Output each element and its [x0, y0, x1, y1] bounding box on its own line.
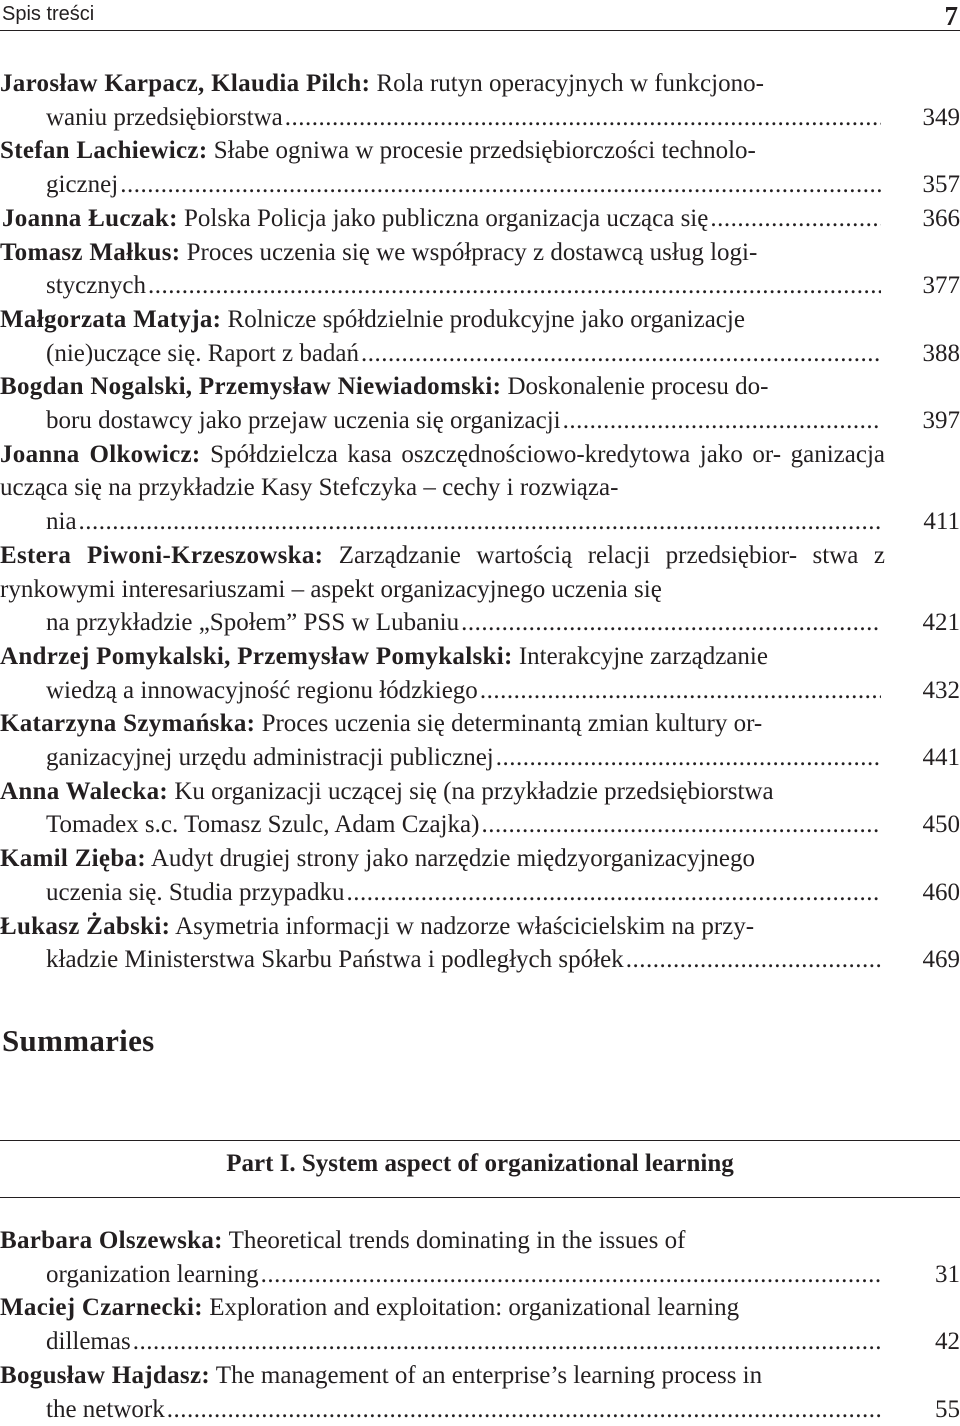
entry-title-end: the network	[46, 1395, 165, 1423]
entry-title-end: boru dostawcy jako przejaw uczenia się organizacji	[46, 407, 561, 435]
toc-entry-text	[0, 370, 885, 404]
entry-author: Barbara Olszewska:	[0, 1227, 223, 1254]
entry-page-number: 460	[922, 878, 960, 906]
entry-author: Małgorzata Matyja:	[0, 305, 222, 333]
entry-title-end: organization learning	[46, 1260, 259, 1288]
entry-page-number: 469	[922, 946, 960, 974]
entry-author: Kamil Zięba:	[0, 845, 146, 873]
entry-title-end: wiedzą a innowacyjność regionu łódzkiego	[46, 676, 478, 704]
toc-entry-text	[0, 910, 885, 944]
entry-title-start: Rola rutyn operacyjnych w funkcjono-	[376, 70, 764, 97]
entry-title-end: ganizacyjnej urzędu administracji publicznej	[46, 744, 494, 772]
entry-last-line	[46, 1258, 885, 1292]
entry-title-end: Polska Policja jako publiczna organizacja ucząca się	[184, 204, 709, 232]
entry-author: Łukasz Żabski:	[0, 912, 171, 940]
entry-last-line	[46, 606, 885, 640]
dot-leader	[347, 876, 881, 910]
header-rule	[0, 30, 960, 31]
summary-entry[interactable]	[0, 1224, 960, 1291]
dot-leader	[461, 606, 881, 640]
entry-page-number: 421	[922, 609, 960, 637]
toc-entry[interactable]	[0, 236, 960, 303]
entry-page-number: 366	[922, 204, 960, 232]
entry-title-start: Zarządzanie wartością relacji przedsiębior- stwa z rynkowymi interesariuszami – aspekt organizacyjnego uczenia się	[0, 541, 885, 603]
entry-author: Anna Walecka:	[0, 777, 169, 805]
entry-title-start: Słabe ogniwa w procesie przedsiębiorczości technolo-	[213, 137, 756, 165]
entry-title-end: waniu przedsiębiorstwa	[46, 103, 283, 131]
entry-title-start: Exploration and exploitation: organizational learning	[209, 1294, 740, 1322]
entry-author: Joanna Łuczak:	[2, 204, 178, 232]
toc-entry[interactable]	[0, 539, 960, 640]
toc-entry-text	[0, 67, 885, 101]
dot-leader	[626, 943, 881, 977]
entry-last-line	[46, 943, 885, 977]
toc-entry[interactable]	[0, 842, 960, 909]
entry-title-start: Rolnicze spółdzielnie produkcyjne jako organizacje	[227, 305, 745, 333]
toc-entry-text	[0, 236, 885, 270]
summary-entry-text	[0, 1224, 885, 1258]
entry-title-end: (nie)uczące się. Raport z badań	[46, 339, 360, 367]
entry-author: Tomasz Małkus:	[0, 238, 181, 266]
part-heading: Part I. System aspect of organizational learning	[226, 1150, 734, 1177]
entry-last-line	[46, 404, 885, 438]
entry-last-line	[46, 269, 885, 303]
toc-entry[interactable]	[0, 707, 960, 774]
entry-last-line	[46, 505, 885, 539]
entry-title-start: Asymetria informacji w nadzorze właścicielskim na przy-	[175, 912, 755, 940]
entry-last-line	[46, 808, 885, 842]
dot-leader	[133, 1325, 881, 1359]
entry-page-number: 55	[935, 1395, 960, 1423]
toc-entry-text	[0, 842, 885, 876]
entry-title-end: uczenia się. Studia przypadku	[46, 878, 345, 906]
entry-author: Bogusław Hajdasz:	[0, 1361, 210, 1389]
entry-title-start: The management of an enterprise’s learning process in	[215, 1361, 763, 1389]
entry-page-number: 441	[922, 744, 960, 772]
toc-entry-text	[0, 303, 885, 337]
toc-entry[interactable]	[0, 67, 960, 134]
running-header	[0, 0, 960, 32]
entry-title-end: Tomadex s.c. Tomasz Szulc, Adam Czajka)	[46, 811, 480, 839]
part-divider-top	[0, 1140, 960, 1141]
summary-entry-text	[0, 1291, 885, 1325]
entry-title-start: Interakcyjne zarządzanie	[518, 642, 768, 670]
summary-entry-text	[0, 1359, 885, 1393]
entry-page-number: 349	[922, 103, 960, 131]
entry-author: Jarosław Karpacz, Klaudia Pilch:	[0, 70, 371, 97]
summaries-list	[0, 1224, 960, 1426]
entry-author: Estera Piwoni-Krzeszowska:	[0, 541, 324, 569]
toc-entry[interactable]	[0, 202, 960, 236]
part-divider-bottom	[0, 1197, 960, 1198]
dot-leader	[148, 269, 881, 303]
summary-entry[interactable]	[0, 1291, 960, 1358]
toc-entry[interactable]	[0, 910, 960, 977]
entry-title-end: gicznej	[46, 171, 119, 199]
entry-last-line	[46, 337, 885, 371]
toc-entry-text	[0, 539, 885, 606]
entry-title-end: dillemas	[46, 1328, 131, 1356]
dot-leader	[480, 674, 881, 708]
entry-author: Katarzyna Szymańska:	[0, 710, 256, 738]
summary-entry[interactable]	[0, 1359, 960, 1426]
entry-last-line	[46, 1393, 885, 1426]
entry-page-number: 357	[922, 171, 960, 199]
entry-page-number: 388	[922, 339, 960, 367]
entry-title-end: na przykładzie „Społem” PSS w Lubaniu	[46, 609, 460, 637]
entry-title-start: Proces uczenia się we współpracy z dostawcą usług logi-	[186, 238, 758, 266]
entry-title-start: Theoretical trends dominating in the issues of	[228, 1227, 686, 1254]
entry-page-number: 397	[922, 407, 960, 435]
entry-author: Stefan Lachiewicz:	[0, 137, 208, 165]
entry-author: Maciej Czarnecki:	[0, 1294, 203, 1322]
running-header-title: Spis treści	[2, 3, 95, 25]
toc-entry-text	[0, 134, 885, 168]
entry-title-end: kładzie Ministerstwa Skarbu Państwa i podległych spółek	[46, 946, 624, 974]
dot-leader	[285, 101, 881, 135]
entry-title-start: Spółdzielcza kasa oszczędnościowo-kredytowa jako or- ganizacja ucząca się na przykładzie Kasy Stefczyka – cechy i rozwiąza-	[0, 440, 886, 502]
entry-title-start: Doskonalenie procesu do-	[507, 373, 769, 401]
entry-last-line	[46, 674, 885, 708]
entry-page-number: 42	[935, 1328, 960, 1356]
dot-leader	[496, 741, 881, 775]
table-of-contents-list	[0, 67, 960, 977]
entry-title-start: Ku organizacji uczącej się (na przykładzie przedsiębiorstwa	[174, 777, 774, 805]
entry-last-line	[46, 741, 885, 775]
toc-entry-text	[0, 438, 885, 505]
entry-last-line	[46, 876, 885, 910]
dot-leader	[261, 1258, 881, 1292]
entry-title-start: Audyt drugiej strony jako narzędzie międzyorganizacyjnego	[150, 845, 756, 873]
summaries-heading: Summaries	[2, 1023, 155, 1058]
toc-entry[interactable]	[0, 640, 960, 707]
entry-page-number: 31	[935, 1260, 960, 1288]
toc-entry[interactable]	[0, 370, 960, 437]
dot-leader	[563, 404, 881, 438]
page-number: 7	[944, 1, 958, 31]
dot-leader	[120, 168, 881, 202]
entry-author: Bogdan Nogalski, Przemysław Niewiadomski:	[0, 373, 502, 401]
dot-leader	[361, 337, 881, 371]
toc-entry[interactable]	[0, 775, 960, 842]
toc-entry-text	[0, 707, 885, 741]
entry-page-number: 432	[922, 676, 960, 704]
entry-author: Andrzej Pomykalski, Przemysław Pomykalski:	[0, 642, 513, 670]
dot-leader	[481, 808, 881, 842]
toc-entry-text	[0, 640, 885, 674]
dot-leader	[710, 202, 881, 236]
entry-last-line	[46, 168, 885, 202]
toc-entry[interactable]	[0, 303, 960, 370]
entry-author: Joanna Olkowicz:	[0, 440, 201, 468]
toc-entry[interactable]	[0, 134, 960, 201]
dot-leader	[167, 1393, 881, 1426]
entry-page-number: 377	[922, 272, 960, 300]
entry-title-end: stycznych	[46, 272, 146, 300]
toc-entry[interactable]	[0, 438, 960, 539]
entry-page-number: 411	[923, 508, 960, 536]
entry-last-line	[46, 1325, 885, 1359]
toc-entry-text	[0, 775, 885, 809]
entry-title-start: Proces uczenia się determinantą zmian kultury or-	[261, 710, 763, 738]
entry-page-number: 450	[922, 811, 960, 839]
entry-single-line	[2, 202, 885, 236]
dot-leader	[79, 505, 881, 539]
entry-last-line	[46, 101, 885, 135]
entry-title-end: nia	[46, 508, 77, 536]
